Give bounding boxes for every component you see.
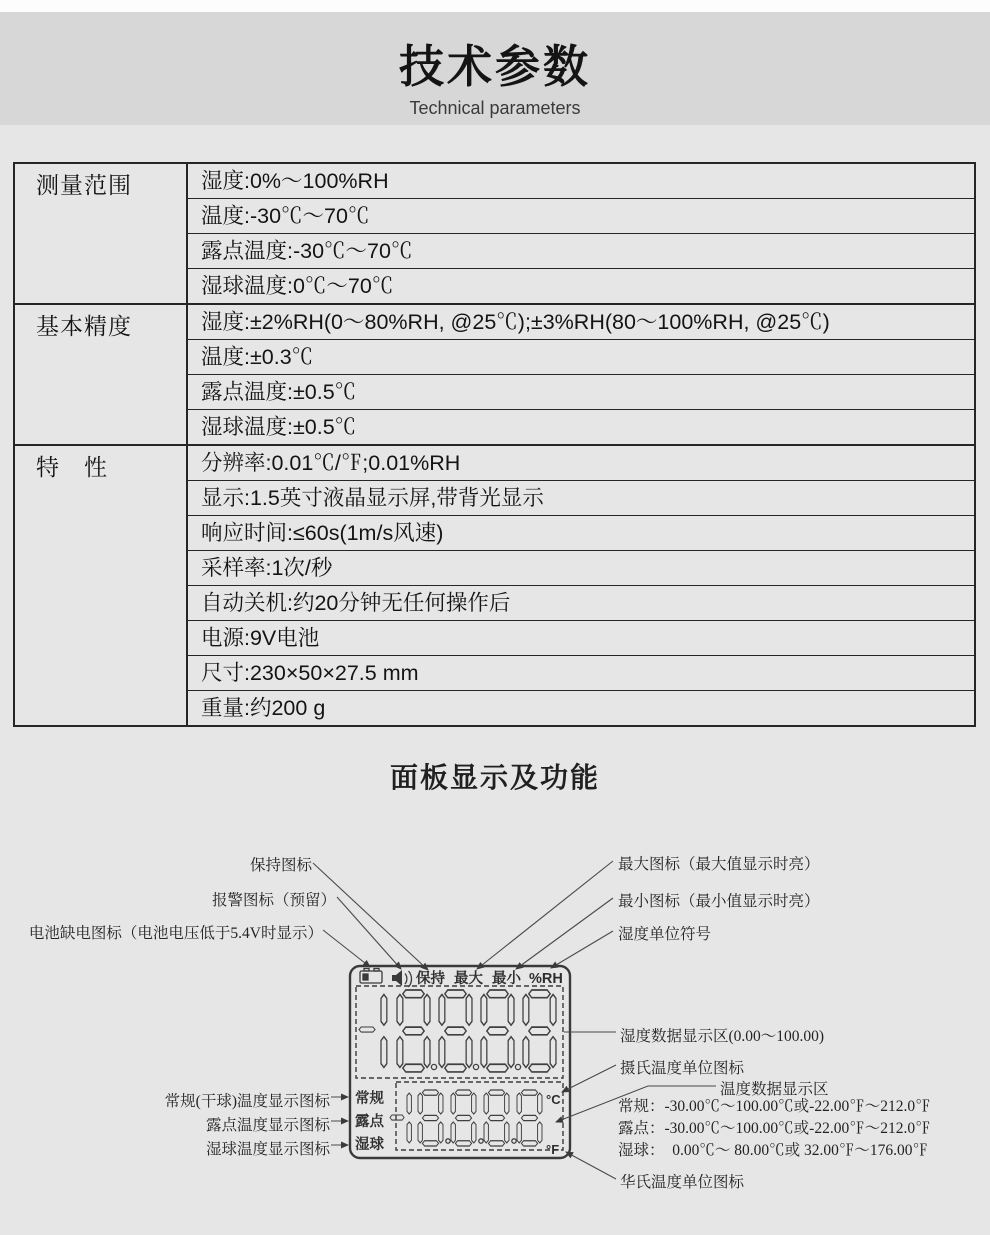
min-label: 最小 bbox=[492, 971, 521, 987]
decimal-point bbox=[473, 1064, 478, 1069]
leader-line-max bbox=[477, 861, 613, 969]
wet-bulb-label: 湿球 bbox=[355, 1137, 384, 1153]
seven-segment-digit bbox=[381, 994, 387, 1067]
normal-label: 常规 bbox=[355, 1091, 384, 1107]
section-label: 特 性 bbox=[15, 446, 188, 725]
spec-row: 湿球温度:±0.5℃ bbox=[188, 409, 974, 444]
seven-segment-digit bbox=[451, 1090, 476, 1146]
spec-row: 湿球温度:0℃～70℃ bbox=[188, 268, 974, 303]
seven-segment-digit bbox=[481, 990, 514, 1072]
page-subtitle: Technical parameters bbox=[409, 98, 581, 118]
spec-row: 尺寸:230×50×27.5 mm bbox=[188, 655, 974, 690]
annotation-temp-range-normal: 常规：-30.00℃～100.00℃或-22.00℉～212.0℉ bbox=[618, 1098, 931, 1115]
seven-segment-digit bbox=[484, 1090, 509, 1146]
spec-row: 湿度:±2%RH(0～80%RH, @25℃);±3%RH(80～100%RH, @25℃) bbox=[201, 310, 830, 334]
spec-table bbox=[13, 162, 976, 727]
title-band bbox=[0, 12, 990, 125]
lcd-panel bbox=[348, 964, 572, 1160]
spec-row: 温度:±0.3℃ bbox=[188, 339, 974, 374]
decimal-point bbox=[431, 1064, 436, 1069]
annotation-max-icon: 最大图标（最大值显示时亮） bbox=[618, 856, 820, 873]
battery-icon bbox=[360, 969, 382, 984]
annotation-humidity-unit: 湿度单位符号 bbox=[618, 926, 712, 943]
rh-unit-label: %RH bbox=[529, 971, 563, 987]
page-title: 技术参数 bbox=[398, 41, 591, 92]
hold-label: 保持 bbox=[416, 971, 445, 987]
celsius-unit-label: °C bbox=[546, 1092, 561, 1107]
annotation-humidity-area: 湿度数据显示区(0.00～100.00) bbox=[620, 1028, 825, 1045]
annotation-normal-icon: 常规(干球)温度显示图标 bbox=[164, 1093, 330, 1110]
decimal-point bbox=[446, 1139, 450, 1143]
annotation-temp-range-wet: 湿球： 0.00℃～ 80.00℃或 32.00℉～176.00℉ bbox=[618, 1142, 929, 1159]
spec-row: 露点温度:±0.5℃ bbox=[188, 374, 974, 409]
spec-row: 采样率:1次/秒 bbox=[188, 550, 974, 585]
leader-line-fahrenheit bbox=[566, 1152, 616, 1179]
section-label: 测量范围 bbox=[15, 164, 188, 303]
seven-segment-digit bbox=[439, 990, 472, 1072]
annotation-hold-icon: 保持图标 bbox=[249, 857, 312, 874]
spec-row: 重量:约200 g bbox=[188, 690, 974, 725]
spec-row: 分辨率:0.01℃/℉;0.01%RH bbox=[201, 451, 461, 475]
dew-point-label: 露点 bbox=[355, 1114, 384, 1130]
annotation-temp-area: 温度数据显示区 bbox=[720, 1081, 829, 1098]
annotation-wet-icon: 湿球温度显示图标 bbox=[205, 1141, 330, 1158]
humidity-digits bbox=[359, 990, 556, 1072]
annotation-alarm-icon: 报警图标（预留） bbox=[211, 892, 336, 909]
top-strip bbox=[0, 0, 990, 12]
max-label: 最大 bbox=[454, 971, 483, 987]
spec-row: 温度:-30℃～70℃ bbox=[188, 198, 974, 233]
annotation-fahrenheit-icon: 华氏温度单位图标 bbox=[620, 1174, 745, 1191]
spec-row: 电源:9V电池 bbox=[188, 620, 974, 655]
annotation-dew-icon: 露点温度显示图标 bbox=[205, 1117, 330, 1134]
seven-segment-digit bbox=[517, 1090, 542, 1146]
spec-section-accuracy bbox=[15, 303, 974, 444]
spec-section-features bbox=[15, 444, 974, 725]
spec-row: 露点温度:-30℃～70℃ bbox=[188, 233, 974, 268]
decimal-point bbox=[512, 1139, 516, 1143]
spec-row: 湿度:0%～100%RH bbox=[201, 169, 389, 193]
seven-segment-digit bbox=[407, 1093, 411, 1143]
spec-section-range bbox=[15, 164, 974, 303]
leader-line-hold bbox=[313, 863, 428, 970]
seven-segment-digit bbox=[397, 990, 430, 1072]
seven-segment-digit bbox=[523, 990, 556, 1072]
spec-row: 显示:1.5英寸液晶显示屏,带背光显示 bbox=[188, 480, 974, 515]
section-label: 基本精度 bbox=[15, 305, 188, 444]
minus-sign bbox=[359, 1027, 375, 1032]
leader-line-min bbox=[516, 898, 613, 969]
annotation-battery-icon: 电池缺电图标（电池电压低于5.4V时显示） bbox=[28, 925, 323, 942]
annotation-min-icon: 最小图标（最小值显示时亮） bbox=[618, 893, 820, 910]
temperature-digits bbox=[390, 1090, 542, 1146]
annotation-celsius-icon: 摄氏温度单位图标 bbox=[620, 1060, 745, 1077]
spec-row: 响应时间:≤60s(1m/s风速) bbox=[188, 515, 974, 550]
speaker-icon bbox=[392, 970, 412, 987]
leader-line-rh bbox=[551, 931, 613, 968]
annotation-temp-range-dew: 露点：-30.00℃～100.00℃或-22.00℉～212.0℉ bbox=[618, 1120, 931, 1137]
decimal-point bbox=[479, 1139, 483, 1143]
leader-line-battery bbox=[323, 930, 370, 967]
fahrenheit-unit-label: °F bbox=[546, 1142, 560, 1157]
decimal-point bbox=[515, 1064, 520, 1069]
leader-line-alarm bbox=[337, 897, 401, 969]
spec-row: 自动关机:约20分钟无任何操作后 bbox=[188, 585, 974, 620]
seven-segment-digit bbox=[418, 1090, 443, 1146]
minus-sign bbox=[390, 1115, 404, 1120]
panel-section-title: 面板显示及功能 bbox=[389, 762, 600, 793]
